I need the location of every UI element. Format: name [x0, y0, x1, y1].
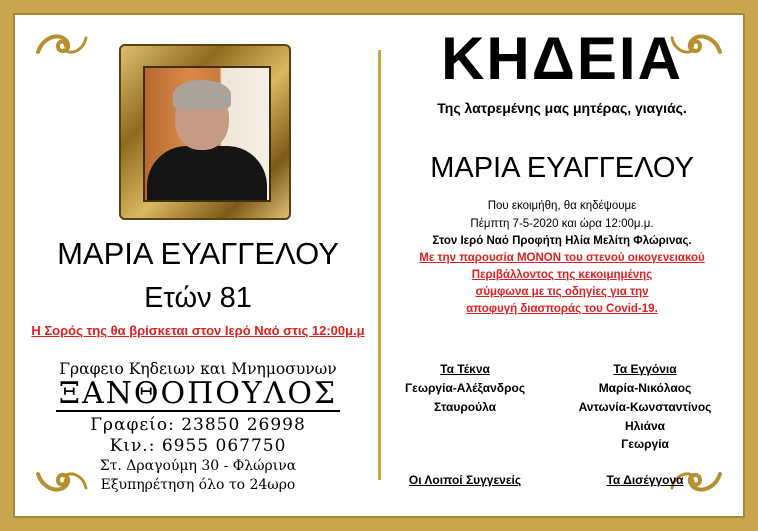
office-phone: Γραφείο: 23850 26998: [90, 415, 306, 435]
portrait-frame: [119, 44, 291, 220]
service-hours: Εξυπηρέτηση όλο το 24ωρο: [100, 477, 296, 493]
covid-line-4: αποφυγή διασποράς του Covid-19.: [466, 303, 658, 315]
children-heading: Τα Τέκνα: [440, 362, 490, 376]
deceased-age: Ετών 81: [144, 282, 252, 314]
child-1: Γεωργία-Αλέξανδρος: [404, 381, 526, 395]
funeral-line-2: Πέμπτη 7-5-2020 και ώρα 12:00μ.μ.: [470, 218, 654, 230]
subtitle: Της λατρεμένης μας μητέρας, γιαγιάς.: [437, 100, 687, 116]
covid-line-3: σύμφωνα με τις οδηγίες για την: [475, 286, 649, 298]
office-heading: Γραφειο Κηδειων και Μνημοσυνων: [59, 360, 337, 378]
grandchild-4: Γεωργία: [621, 437, 669, 451]
other-relatives: Οι Λοιποί Συγγενείς: [408, 473, 522, 487]
wake-notice: Η Σορός της θα βρίσκεται στον Ιερό Ναό στις 12:00μ.μ: [31, 323, 365, 338]
deceased-name-right: ΜΑΡΙΑ ΕΥΑΓΓΕΛΟΥ: [430, 152, 694, 184]
grandchild-3: Ηλιάνα: [624, 419, 666, 433]
covid-line-1: Με την παρουσία ΜΟΝΟΝ του στενού οικογενειακού: [419, 252, 705, 264]
portrait-photo: [143, 66, 271, 202]
funeral-line-1: Που εκοιμήθη, θα κηδέψουμε: [487, 200, 637, 212]
grandchild-1: Μαρία-Νικόλαος: [598, 381, 692, 395]
covid-line-2: Περιβάλλοντος της κεκοιμημένης: [471, 269, 653, 281]
page-title: ΚΗΔΕΙΑ: [441, 25, 683, 92]
child-2: Σταυρούλα: [433, 400, 497, 414]
flourish-ornament-icon: [34, 30, 90, 60]
column-divider: [378, 50, 381, 480]
address: Στ. Δραγούμη 30 - Φλώρινα: [99, 458, 297, 474]
grandchildren-heading: Τα Εγγόνια: [613, 362, 677, 376]
great-grandchildren: Τα Δισέγγονα: [606, 473, 684, 487]
company-name: ΞΑΝΘΟΠΟΥΛΟΣ: [56, 378, 340, 412]
deceased-name: ΜΑΡΙΑ ΕΥΑΓΓΕΛΟΥ: [57, 236, 339, 271]
mobile-phone: Κιν.: 6955 067750: [109, 436, 287, 456]
funeral-line-3: Στον Ιερό Ναό Προφήτη Ηλία Μελίτη Φλώρινας.: [432, 235, 692, 247]
grandchild-2: Αντωνία-Κωνσταντίνος: [578, 400, 712, 414]
